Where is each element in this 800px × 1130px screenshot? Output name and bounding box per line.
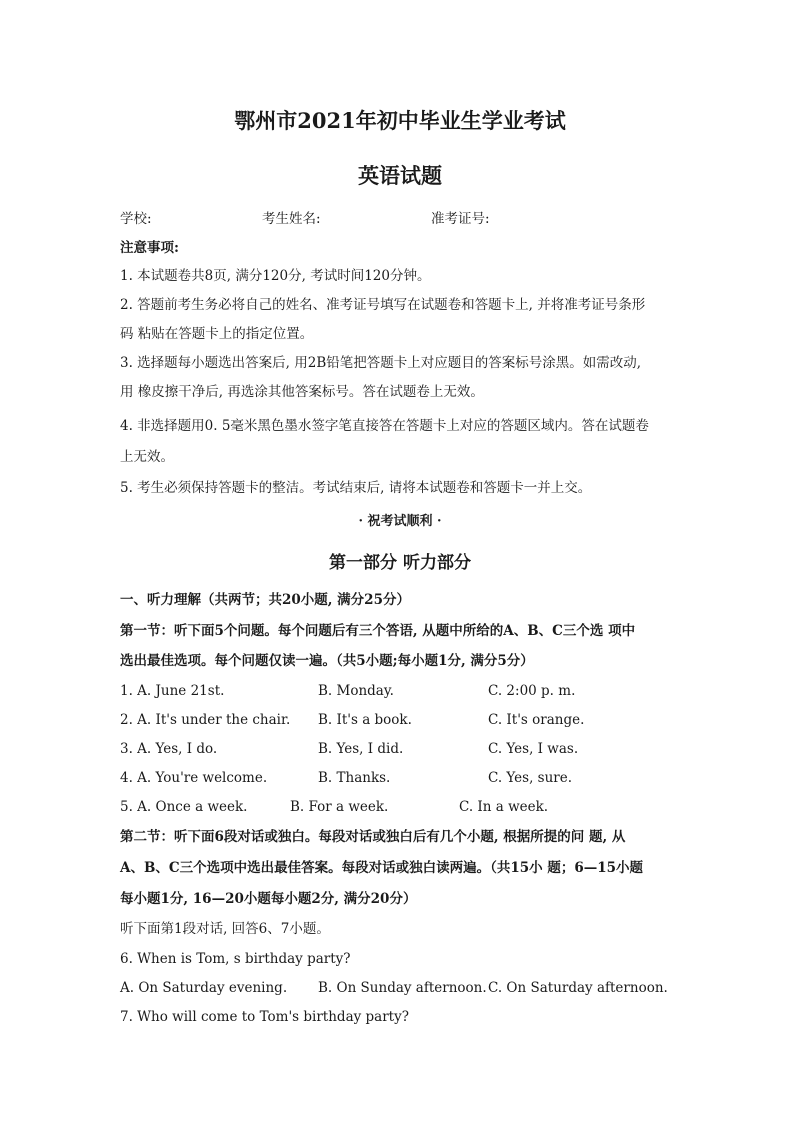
notes-heading: 注意事项: bbox=[120, 240, 179, 256]
question-stem: 7. Who will come to Tom's birthday party? bbox=[120, 1009, 409, 1025]
name-label: 考生姓名: bbox=[262, 211, 321, 227]
option-c: C. In a week. bbox=[459, 799, 549, 815]
school-label: 学校: bbox=[120, 211, 152, 227]
option-a: 5. A. Once a week. bbox=[120, 799, 248, 815]
subsection-two-line: 第二节：听下面6段对话或独白。每段对话或独白后有几个小题, 根据所提的问 题, 从 bbox=[120, 829, 626, 845]
note-line: 4. 非选择题用0. 5毫米黑色墨水签字笔直接答在答题卡上对应的答题区域内。答在试题卷 bbox=[120, 418, 649, 434]
question-stem: 6. When is Tom, s birthday party? bbox=[120, 951, 351, 967]
note-line: 码 粘贴在答题卡上的指定位置。 bbox=[120, 326, 314, 342]
option-b: B. For a week. bbox=[290, 799, 389, 815]
option-b: B. On Sunday afternoon. bbox=[318, 980, 487, 996]
note-line: 3. 选择题每小题选出答案后, 用2B铅笔把答题卡上对应题目的答案标号涂黑。如需改动, bbox=[120, 355, 642, 371]
option-c: C. Yes, sure. bbox=[488, 770, 573, 786]
option-a: 4. A. You're welcome. bbox=[120, 770, 268, 786]
subsection-one-line: 第一节：听下面5个问题。每个问题后有三个答语, 从题中所给的A、B、C三个选 项中 bbox=[120, 623, 636, 639]
note-line: 用 橡皮擦干净后, 再选涂其他答案标号。答在试题卷上无效。 bbox=[120, 384, 484, 400]
option-c: C. On Saturday afternoon. bbox=[488, 980, 668, 996]
option-a: A. On Saturday evening. bbox=[120, 980, 288, 996]
part-one-title: 第一部分 听力部分 bbox=[329, 553, 471, 573]
subsection-two-line: 每小题1分, 16—20小题每小题2分, 满分20分） bbox=[120, 891, 417, 907]
exam-title: 鄂州市2021年初中毕业生学业考试 bbox=[234, 108, 566, 133]
note-line: 1. 本试题卷共8页, 满分120分, 考试时间120分钟。 bbox=[120, 268, 431, 284]
note-line: 5. 考生必须保持答题卡的整洁。考试结束后, 请将本试题卷和答题卡一并上交。 bbox=[120, 480, 592, 496]
option-c: C. It's orange. bbox=[488, 712, 585, 728]
option-c: C. 2:00 p. m. bbox=[488, 683, 576, 699]
option-a: 1. A. June 21st. bbox=[120, 683, 225, 699]
dialogue-intro: 听下面第1段对话, 回答6、7小题。 bbox=[120, 921, 330, 937]
option-b: B. It's a book. bbox=[318, 712, 412, 728]
note-line: 上无效。 bbox=[120, 449, 174, 465]
note-line: 2. 答题前考生务必将自己的姓名、准考证号填写在试题卷和答题卡上, 并将准考证号条形 bbox=[120, 297, 646, 313]
option-b: B. Monday. bbox=[318, 683, 394, 699]
option-a: 3. A. Yes, I do. bbox=[120, 741, 218, 757]
option-c: C. Yes, I was. bbox=[488, 741, 579, 757]
subsection-two-line: A、B、C三个选项中选出最佳答案。每段对话或独白读两遍。（共15小 题；6—15小题 bbox=[120, 860, 644, 876]
option-b: B. Thanks. bbox=[318, 770, 391, 786]
exam-subtitle: 英语试题 bbox=[358, 163, 442, 188]
option-a: 2. A. It's under the chair. bbox=[120, 712, 291, 728]
option-b: B. Yes, I did. bbox=[318, 741, 404, 757]
id-label: 准考证号: bbox=[431, 211, 490, 227]
good-luck-line: · 祝考试顺利 · bbox=[358, 514, 442, 529]
section-one-heading: 一、听力理解（共两节；共20小题, 满分25分） bbox=[120, 592, 410, 608]
subsection-one-line: 选出最佳选项。每个问题仅读一遍。（共5小题;每小题1分, 满分5分） bbox=[120, 653, 534, 669]
